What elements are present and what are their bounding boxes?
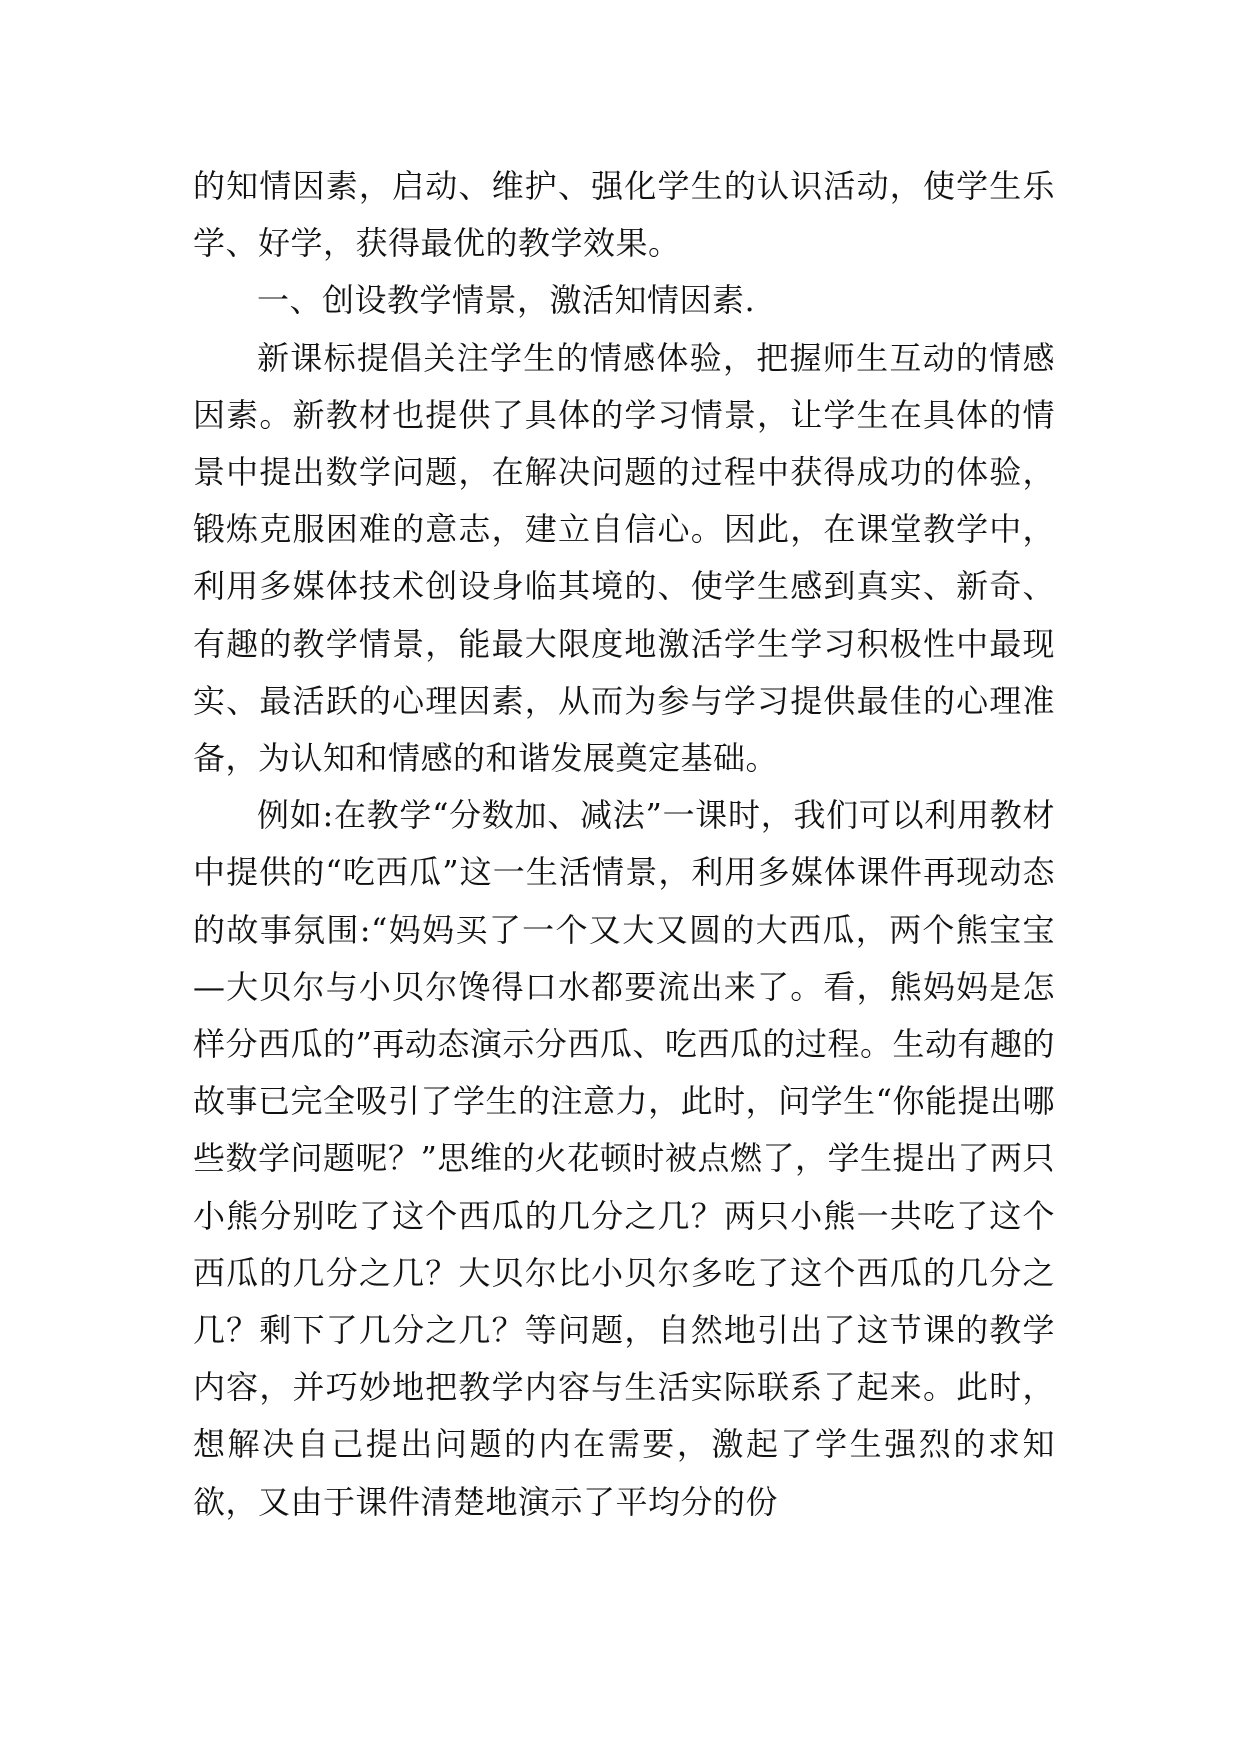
paragraph-new-curriculum: 新课标提倡关注学生的情感体验，把握师生互动的情感因素。新教材也提供了具体的学习情景，让学生在具体的情景中提出数学问题，在解决问题的过程中获得成功的体验，锻炼克服困难的意志，建立自信心。因此，在课堂教学中，利用多媒体技术创设身临其境的、使学生感到真实、新奇、有趣的教学情景，能最大限度地激活学生学习积极性中最现实、最活跃的心理因素，从而为参与学习提供最佳的心理准备，为认知和情感的和谐发展奠定基础。 — [193, 338, 1055, 778]
document-body — [193, 158, 1055, 1531]
paragraph-continuation: 的知情因素，启动、维护、强化学生的认识活动，使学生乐学、好学，获得最优的教学效果。 — [193, 167, 1055, 263]
section-heading: 一、创设教学情景，激活知情因素. — [257, 281, 756, 320]
paragraph-example: 例如:在教学“分数加、减法”一课时，我们可以利用教材中提供的“吃西瓜”这一生活情景，利用多媒体课件再现动态的故事氛围:“妈妈买了一个又大又圆的大西瓜，两个熊宝宝—大贝尔与小贝尔馋得口水都要流出来了。看，熊妈妈是怎样分西瓜的”再动态演示分西瓜、吃西瓜的过程。生动有趣的故事已完全吸引了学生的注意力，此时，问学生“你能提出哪些数学问题呢？”思维的火花顿时被点燃了，学生提出了两只小熊分别吃了这个西瓜的几分之几？两只小熊一共吃了这个西瓜的几分之几？大贝尔比小贝尔多吃了这个西瓜的几分之几？剩下了几分之几？等问题，自然地引出了这节课的教学内容，并巧妙地把教学内容与生活实际联系了起来。此时，想解决自己提出问题的内在需要，激起了学生强烈的求知欲，又由于课件清楚地演示了平均分的份 — [193, 796, 1055, 1521]
